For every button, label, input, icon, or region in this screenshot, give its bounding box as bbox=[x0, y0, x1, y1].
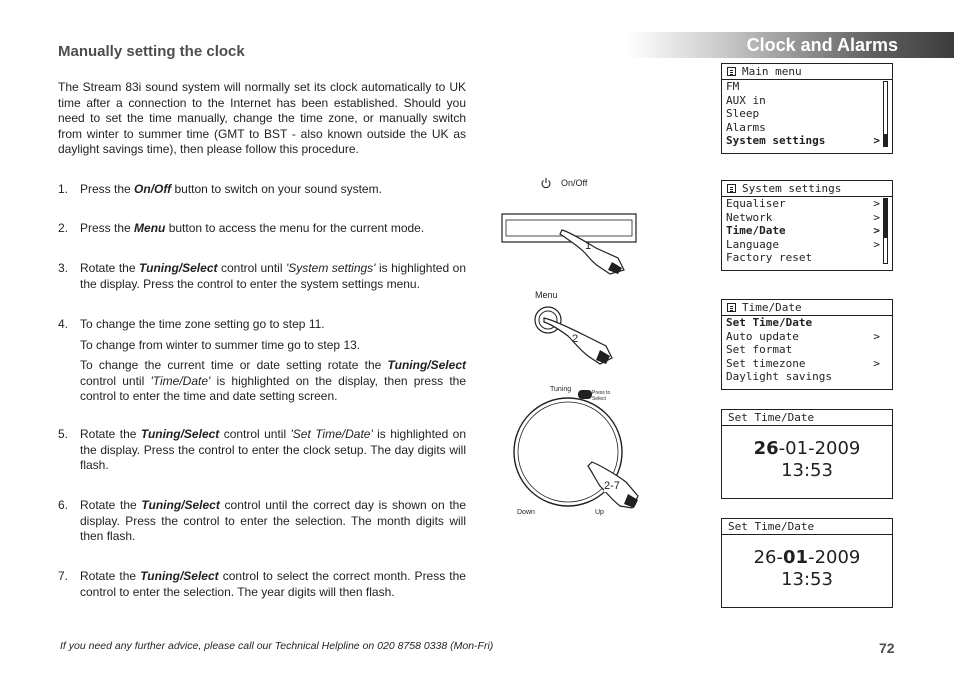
intro-paragraph: The Stream 83i sound system will normally set its clock automatically to UK time after a connection to the Internet has been established. Should you need to set the time manually, change the time zone, or manually switch from winter to summer time (GMT to BST - also known outside the UK as daylight savings time), then please follow this procedure. bbox=[58, 80, 466, 156]
lcd-row: Sleep bbox=[726, 107, 760, 121]
lcd-row-selected: Time/Date > bbox=[726, 224, 880, 238]
scrollbar-thumb bbox=[883, 198, 888, 238]
tuning-control-illustration bbox=[508, 396, 648, 516]
step-number: 2. bbox=[58, 221, 69, 235]
lcd-date: 26-01-2009 bbox=[753, 438, 861, 459]
lcd-time: 13:53 bbox=[781, 569, 833, 590]
lcd-row: FM bbox=[726, 80, 740, 93]
step-4: 4. To change the time zone setting go to step 11. To change from winter to summer time go to step 13. To change the current time or date setting rotate the Tuning/Select control until 'Time/Date' is highlighted on the display, then press the control to enter the time and date setting screen. bbox=[58, 317, 467, 403]
power-icon bbox=[540, 176, 552, 188]
step-number: 3. bbox=[58, 261, 69, 275]
lcd-row: Auto update > bbox=[726, 329, 880, 343]
lcd-row: AUX in bbox=[726, 93, 766, 107]
lcd-row-selected: System settings > bbox=[726, 134, 880, 148]
callout-1: 1 bbox=[585, 240, 592, 252]
tuning-label: Tuning bbox=[550, 386, 572, 393]
lcd-title: Set Time/Date bbox=[722, 410, 892, 426]
scrollbar-thumb bbox=[883, 134, 888, 147]
lcd-title: System settings bbox=[722, 181, 892, 197]
lcd-system-settings bbox=[721, 180, 893, 271]
lcd-date: 26-01-2009 bbox=[753, 547, 861, 568]
lcd-title: Time/Date bbox=[722, 300, 892, 316]
menu-list-icon bbox=[727, 184, 736, 193]
lcd-set-time-month bbox=[721, 518, 893, 608]
onoff-label: On/Off bbox=[561, 178, 588, 188]
lcd-row: Equaliser > bbox=[726, 197, 880, 210]
lcd-row: Alarms bbox=[726, 120, 766, 134]
step-number: 1. bbox=[58, 182, 69, 196]
header-title: Clock and Alarms bbox=[746, 35, 898, 55]
step-2: 2. Press the Menu button to access the menu for the current mode. bbox=[58, 221, 425, 235]
lcd-main-menu bbox=[721, 63, 893, 154]
onoff-button-illustration bbox=[500, 210, 640, 278]
lcd-row: Language > bbox=[726, 237, 880, 251]
callout-2: 2 bbox=[572, 333, 579, 345]
lcd-row: Set format bbox=[726, 343, 793, 357]
menu-list-icon bbox=[727, 67, 736, 76]
header-bar bbox=[628, 32, 954, 58]
step-number: 7. bbox=[58, 569, 69, 583]
step-6: 6. Rotate the Tuning/Select control until the correct day is shown on the display. Press the control to enter the selection. The month digits will then flash. bbox=[58, 498, 466, 543]
lcd-title: Set Time/Date bbox=[722, 519, 892, 535]
step-7: 7. Rotate the Tuning/Select control to select the correct month. Press the control to enter the selection. The year digits will then flash. bbox=[58, 569, 466, 599]
down-label: Down bbox=[517, 509, 535, 516]
step-1: 1. Press the On/Off button to switch on your sound system. bbox=[58, 182, 382, 196]
lcd-row: Set timezone > bbox=[726, 356, 880, 370]
lcd-row: Factory reset bbox=[726, 251, 813, 265]
lcd-set-time-day bbox=[721, 409, 893, 499]
callout-2-7: 2-7 bbox=[604, 480, 620, 492]
lcd-row: Network > bbox=[726, 210, 880, 224]
lcd-title: Main menu bbox=[722, 64, 892, 80]
lcd-time: 13:53 bbox=[781, 460, 833, 481]
up-label: Up bbox=[595, 509, 604, 516]
lcd-row: Daylight savings bbox=[726, 370, 832, 384]
step-number: 4. bbox=[58, 317, 69, 331]
menu-list-icon bbox=[727, 303, 736, 312]
lcd-row-selected: Set Time/Date bbox=[726, 316, 813, 329]
page-number: 72 bbox=[879, 640, 895, 656]
menu-label: Menu bbox=[535, 290, 558, 300]
footer-helpline-note: If you need any further advice, please call our Technical Helpline on 020 8758 0338 (Mon-Fri) bbox=[60, 640, 494, 652]
section-title: Manually setting the clock bbox=[58, 43, 245, 60]
press-select-label: Press to Select bbox=[592, 390, 611, 402]
step-3: 3. Rotate the Tuning/Select control until 'System settings' is highlighted on the display. Press the control to enter the system settings menu. bbox=[58, 261, 466, 291]
step-number: 5. bbox=[58, 427, 69, 441]
menu-button-illustration bbox=[530, 302, 630, 368]
lcd-time-date bbox=[721, 299, 893, 390]
step-5: 5. Rotate the Tuning/Select control until 'Set Time/Date' is highlighted on the display. Press the control to enter the clock setup. The day digits will flash. bbox=[58, 427, 466, 472]
step-number: 6. bbox=[58, 498, 69, 512]
